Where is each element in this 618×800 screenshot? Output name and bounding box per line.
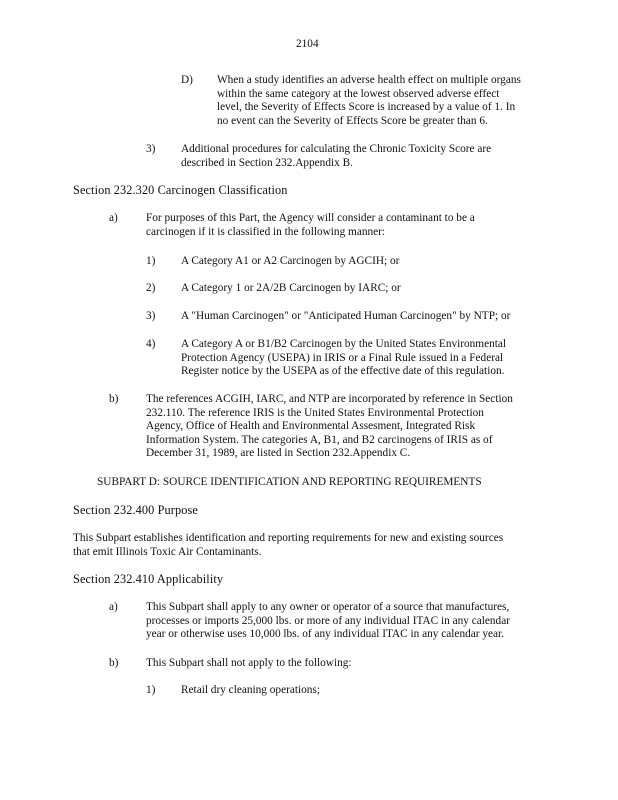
text-line: The references ACGIH, IARC, and NTP are incorporated by reference in Section <box>146 393 513 405</box>
para-label-b: b) <box>109 393 119 405</box>
text-line: described in Section 232.Appendix B. <box>181 156 353 169</box>
text-line: A Category A or B1/B2 Carcinogen by the United States Environmental <box>181 338 507 350</box>
para-label-b2: b) <box>109 657 119 669</box>
text-line: within the same category at the lowest observed adverse effect <box>217 87 500 100</box>
text-line: Agency, Office of Health and Environmental Assesment, Integrated Risk <box>146 420 476 432</box>
section-400-heading: Section 232.400 Purpose <box>73 503 198 517</box>
item-3-text <box>181 143 491 170</box>
section-320-b-text <box>146 393 513 461</box>
page-number: 2104 <box>296 38 319 50</box>
section-320-heading: Section 232.320 Carcinogen Classification <box>73 183 288 197</box>
text-line: Information System. The categories A, B1, and B2 carcinogens of IRIS as of <box>146 433 493 446</box>
item-label-1b: 1) <box>146 684 156 696</box>
text-line: This Subpart shall apply to any owner or operator of a source that manufactures, <box>146 601 510 613</box>
section-410-heading: Section 232.410 Applicability <box>73 572 224 586</box>
text-line: December 31, 1989, are listed in Section 232.Appendix C. <box>146 447 411 459</box>
text-line: For purposes of this Part, the Agency will consider a contaminant to be a <box>146 212 475 224</box>
text-line: When a study identifies an adverse health effect on multiple organs <box>217 74 521 86</box>
item-label-3: 3) <box>146 143 156 155</box>
item-label-1: 1) <box>146 255 156 267</box>
item-1b-text: Retail dry cleaning operations; <box>181 684 320 696</box>
text-line: processes or imports 25,000 lbs. or more of any individual ITAC in any calendar <box>146 614 510 627</box>
text-line: Additional procedures for calculating the Chronic Toxicity Score are <box>181 143 492 155</box>
section-320-a-text <box>146 212 475 239</box>
text-line: no event can the Severity of Effects Score be greater than 6. <box>217 114 488 127</box>
text-line: year or otherwise uses 10,000 lbs. of any individual ITAC in any calendar year. <box>146 628 504 640</box>
para-label-a: a) <box>109 212 118 224</box>
section-410-a-text <box>146 601 510 642</box>
para-label-a2: a) <box>109 601 118 613</box>
text-line: that emit Illinois Toxic Air Contaminants. <box>73 545 262 558</box>
subpart-d-heading: SUBPART D: SOURCE IDENTIFICATION AND REPORTING REQUIREMENTS <box>97 476 482 488</box>
item-1-text: A Category A1 or A2 Carcinogen by AGCIH; or <box>181 255 400 267</box>
subitem-d-text <box>217 74 521 128</box>
item-label-4: 4) <box>146 338 156 350</box>
item-2-text: A Category 1 or 2A/2B Carcinogen by IARC; or <box>181 282 401 294</box>
text-line: This Subpart establishes identification and reporting requirements for new and existing sources <box>73 532 504 544</box>
text-line: level, the Severity of Effects Score is increased by a value of 1. In <box>217 101 516 113</box>
section-400-text <box>73 532 503 559</box>
item-4-text <box>181 338 506 379</box>
text-line: 232.110. The reference IRIS is the United States Environmental Protection <box>146 406 484 419</box>
text-line: carcinogen if it is classified in the following manner: <box>146 225 386 238</box>
section-410-b-text: This Subpart shall not apply to the following: <box>146 657 352 669</box>
item-label-3b: 3) <box>146 310 156 322</box>
text-line: Protection Agency (USEPA) in IRIS or a Final Rule issued in a Federal <box>181 351 504 364</box>
item-label-2: 2) <box>146 282 156 294</box>
text-line: Register notice by the USEPA as of the effective date of this regulation. <box>181 365 505 377</box>
subitem-label-d: D) <box>181 74 193 86</box>
item-3b-text: A "Human Carcinogen" or "Anticipated Human Carcinogen" by NTP; or <box>181 310 511 322</box>
